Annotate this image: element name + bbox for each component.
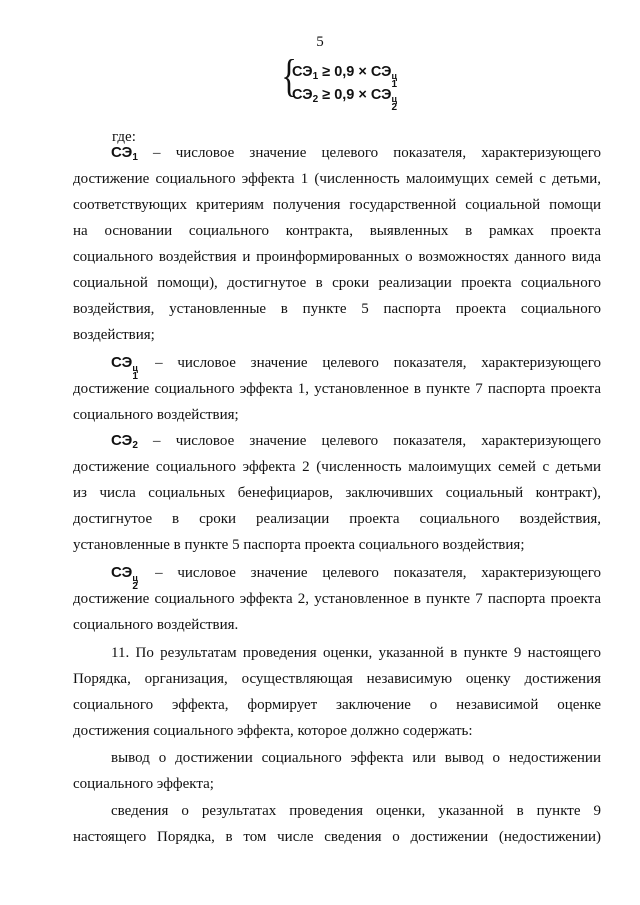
definition-1-line: соответствующих критериям получения государственной социальной помощи — [73, 197, 601, 213]
clause-11-line: 11. По результатам проведения оценки, указанной в пункте 9 настоящего — [111, 645, 601, 661]
list-item-1-line: вывод о достижении социального эффекта или вывод о недостижении — [111, 750, 601, 766]
definition-4-line: достижение социального эффекта 2, установленное в пункте 7 паспорта проекта — [73, 591, 601, 607]
definition-1-symbol: $СЭ_1$ — [111, 144, 138, 163]
formula-2-rhs-sup: ц — [391, 94, 398, 104]
formula-2-relation: ≥ 0,9 × — [322, 87, 367, 103]
definition-2-line: достижение социального эффекта 1, установленное в пункте 7 паспорта проекта — [73, 381, 601, 397]
definition-4 — [73, 560, 601, 638]
definition-3-line: установленные в пункте 5 паспорта проекта социального воздействия; — [73, 537, 525, 553]
definition-3-line: из числа социальных бенефициаров, заключивших социальный контракт), — [73, 485, 601, 501]
formula-2-rhs: СЭ — [370, 87, 392, 103]
definition-4-line: СЭ ц 2 – числовое значение целевого показателя, характеризующего — [111, 564, 601, 592]
definition-3-line: достигнутое в сроки реализации проекта социального воздействия, — [73, 511, 601, 527]
formula-1-rhs-sup: ц — [391, 71, 398, 81]
clause-11-line: достижения социального эффекта, которое должно содержать: — [73, 723, 473, 739]
list-item-1 — [73, 745, 601, 797]
formula-2-lhs-sub: 2 — [312, 94, 319, 105]
list-item-2-line: настоящего Порядка, в том числе сведения о достижении (недостижении) — [73, 829, 601, 845]
definition-4-line: социального воздействия. — [73, 617, 239, 633]
definition-3 — [73, 428, 601, 558]
definition-2-line: СЭ ц 1 – числовое значение целевого показателя, характеризующего — [111, 354, 601, 382]
definition-1-line: достижение социального эффекта 1 (численность малоимущих семей с детьми, — [73, 171, 601, 187]
list-item-1-line: социального эффекта; — [73, 776, 214, 792]
definition-3-symbol: $СЭ_2$ — [111, 432, 138, 451]
definition-3-line: $СЭ_2$ – числовое значение целевого показателя, характеризующего — [111, 432, 601, 451]
list-item-2 — [73, 798, 601, 850]
definition-1-line: на основании социального контракта, выявленных в рамках проекта — [73, 223, 601, 239]
formula-line-2 — [292, 83, 399, 113]
formula-line-1 — [292, 60, 399, 90]
formula-system — [278, 50, 428, 113]
definition-2-symbol: СЭ ц 1 — [111, 354, 138, 382]
clause-11 — [73, 640, 601, 744]
list-item-2-line: сведения о результатах проведения оценки, указанной в пункте 9 — [111, 803, 601, 819]
definition-1 — [73, 140, 601, 348]
formula-1-relation: ≥ 0,9 × — [322, 64, 367, 80]
formula-1-lhs-sub: 1 — [312, 71, 319, 82]
clause-11-line: социального эффекта, формирует заключение о независимой оценке — [73, 697, 601, 713]
definition-2 — [73, 350, 601, 428]
definition-3-line: достижение социального эффекта 2 (численность малоимущих семей с детьми — [73, 459, 601, 475]
definition-2-line: социального воздействия; — [73, 407, 239, 423]
formula-2-lhs: СЭ — [292, 87, 313, 103]
formula-1-lhs: СЭ — [292, 64, 313, 80]
definition-1-line: воздействия; — [73, 327, 155, 343]
definition-4-symbol: СЭ ц 2 — [111, 564, 138, 592]
definition-1-line: воздействия, установленные в пункте 5 паспорта проекта социального — [73, 301, 601, 317]
formula-1-rhs-sub: 1 — [391, 79, 398, 90]
definition-1-line: социального воздействия и проинформированных о возможностях данного вида — [73, 249, 601, 265]
where-label: где: — [112, 129, 136, 145]
formula-2-rhs-sub: 2 — [391, 102, 398, 113]
clause-11-line: Порядка, организация, осуществляющая независимую оценку достижения — [73, 671, 601, 687]
definition-1-line: $СЭ_1$ – числовое значение целевого показателя, характеризующего — [111, 144, 601, 163]
formula-1-rhs: СЭ — [370, 64, 392, 80]
page-number: 5 — [316, 34, 324, 50]
definition-1-line: социальной помощи), достигнутое в сроки реализации проекта социального — [73, 275, 601, 291]
formula-brace: { — [281, 50, 297, 101]
